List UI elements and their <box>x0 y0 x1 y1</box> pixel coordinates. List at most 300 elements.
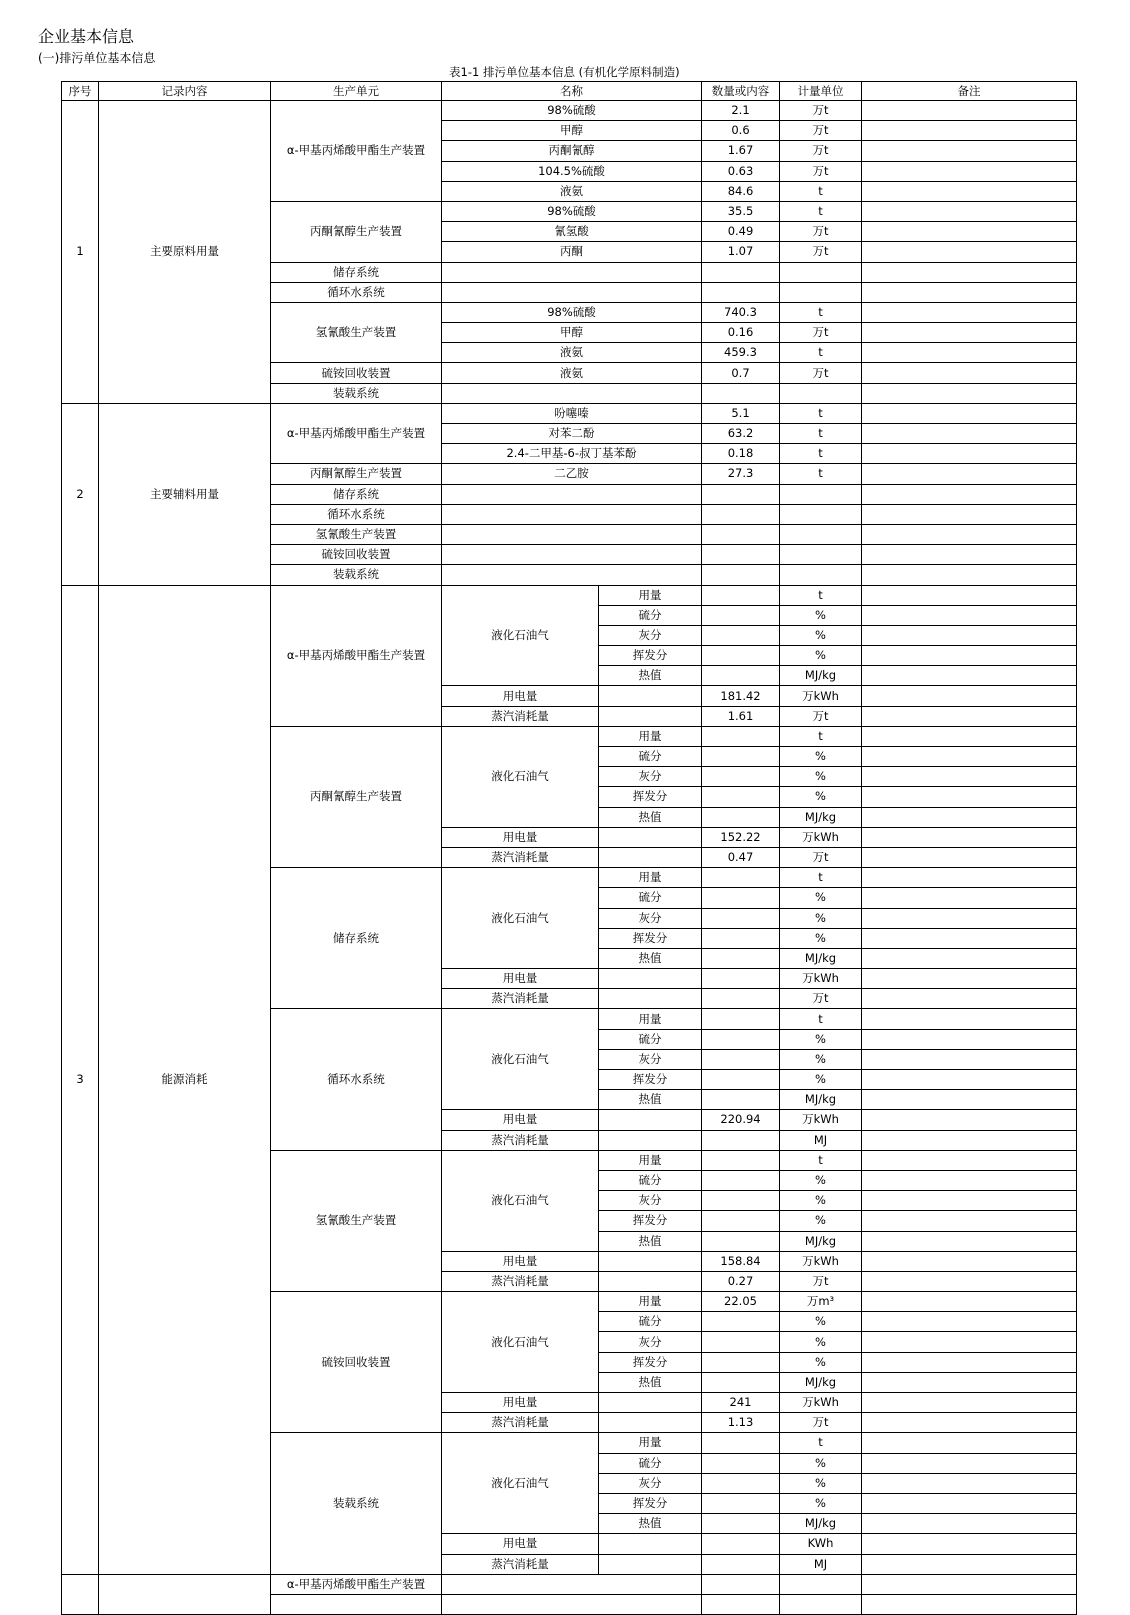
remark-cell <box>862 666 1077 686</box>
material-name-cell <box>442 1594 702 1614</box>
remark-cell <box>862 444 1077 464</box>
quantity-cell <box>702 1453 780 1473</box>
fuel-property-cell: 热值 <box>599 666 702 686</box>
fuel-property-cell: 挥发分 <box>599 1493 702 1513</box>
steam-label-cell: 蒸汽消耗量 <box>442 1130 599 1150</box>
measure-unit-cell: 万t <box>780 989 862 1009</box>
quantity-cell <box>702 767 780 787</box>
quantity-cell: 0.63 <box>702 161 780 181</box>
measure-unit-cell: % <box>780 1191 862 1211</box>
record-content-cell: 主要辅料用量 <box>99 403 271 585</box>
measure-unit-cell: 万kWh <box>780 1393 862 1413</box>
quantity-cell: 0.6 <box>702 121 780 141</box>
measure-unit-cell: MJ <box>780 1130 862 1150</box>
header-content: 记录内容 <box>99 82 271 101</box>
measure-unit-cell: t <box>780 868 862 888</box>
quantity-cell <box>702 1090 780 1110</box>
measure-unit-cell: MJ/kg <box>780 1372 862 1392</box>
production-unit-cell: 氢氰酸生产装置 <box>271 524 442 544</box>
remark-cell <box>862 948 1077 968</box>
fuel-property-cell: 挥发分 <box>599 928 702 948</box>
empty-cell <box>599 969 702 989</box>
fuel-name-cell: 液化石油气 <box>442 1292 599 1393</box>
fuel-property-cell: 用量 <box>599 726 702 746</box>
measure-unit-cell <box>780 504 862 524</box>
quantity-cell <box>702 1574 780 1594</box>
empty-cell <box>599 847 702 867</box>
enterprise-info-table <box>61 81 1077 1615</box>
empty-cell <box>599 706 702 726</box>
quantity-cell <box>702 1493 780 1513</box>
material-name-cell: 液氨 <box>442 343 702 363</box>
seq-cell: 3 <box>62 585 99 1574</box>
electricity-label-cell: 用电量 <box>442 1534 599 1554</box>
measure-unit-cell: t <box>780 1433 862 1453</box>
quantity-cell <box>702 888 780 908</box>
remark-cell <box>862 1473 1077 1493</box>
quantity-cell <box>702 928 780 948</box>
measure-unit-cell: 万t <box>780 161 862 181</box>
material-name-cell: 2.4-二甲基-6-叔丁基苯酚 <box>442 444 702 464</box>
fuel-property-cell: 灰分 <box>599 1473 702 1493</box>
measure-unit-cell: t <box>780 424 862 444</box>
remark-cell <box>862 1514 1077 1534</box>
fuel-property-cell: 热值 <box>599 1090 702 1110</box>
header-qty: 数量或内容 <box>702 82 780 101</box>
remark-cell <box>862 1413 1077 1433</box>
remark-cell <box>862 1251 1077 1271</box>
measure-unit-cell: MJ/kg <box>780 1514 862 1534</box>
remark-cell <box>862 1594 1077 1614</box>
quantity-cell <box>702 726 780 746</box>
quantity-cell: 740.3 <box>702 302 780 322</box>
empty-cell <box>599 1271 702 1291</box>
quantity-cell <box>702 908 780 928</box>
fuel-property-cell: 挥发分 <box>599 1070 702 1090</box>
measure-unit-cell <box>780 545 862 565</box>
material-name-cell: 丙酮氰醇 <box>442 141 702 161</box>
quantity-cell <box>702 1594 780 1614</box>
remark-cell <box>862 524 1077 544</box>
production-unit-cell: α-甲基丙烯酸甲酯生产装置 <box>271 1574 442 1594</box>
quantity-cell: 181.42 <box>702 686 780 706</box>
measure-unit-cell: t <box>780 1150 862 1170</box>
remark-cell <box>862 1130 1077 1150</box>
page-title: 企业基本信息 <box>38 27 135 46</box>
seq-cell: 1 <box>62 101 99 404</box>
material-name-cell: 二乙胺 <box>442 464 702 484</box>
header-row <box>62 82 1077 101</box>
remark-cell <box>862 868 1077 888</box>
remark-cell <box>862 403 1077 423</box>
measure-unit-cell <box>780 262 862 282</box>
measure-unit-cell: MJ/kg <box>780 807 862 827</box>
remark-cell <box>862 1433 1077 1453</box>
fuel-property-cell: 硫分 <box>599 747 702 767</box>
quantity-cell: 0.18 <box>702 444 780 464</box>
material-name-cell <box>442 545 702 565</box>
quantity-cell: 35.5 <box>702 201 780 221</box>
remark-cell <box>862 1493 1077 1513</box>
quantity-cell <box>702 1332 780 1352</box>
measure-unit-cell: t <box>780 302 862 322</box>
fuel-property-cell: 用量 <box>599 1433 702 1453</box>
fuel-property-cell: 挥发分 <box>599 1352 702 1372</box>
production-unit-cell: 装载系统 <box>271 565 442 585</box>
quantity-cell <box>702 383 780 403</box>
electricity-label-cell: 用电量 <box>442 969 599 989</box>
header-seq: 序号 <box>62 82 99 101</box>
quantity-cell: 63.2 <box>702 424 780 444</box>
quantity-cell <box>702 1211 780 1231</box>
fuel-property-cell: 灰分 <box>599 1049 702 1069</box>
production-unit-cell: 丙酮氰醇生产装置 <box>271 201 442 262</box>
remark-cell <box>862 424 1077 444</box>
empty-cell <box>599 1251 702 1271</box>
remark-cell <box>862 121 1077 141</box>
material-name-cell: 104.5%硫酸 <box>442 161 702 181</box>
quantity-cell <box>702 545 780 565</box>
measure-unit-cell: % <box>780 1493 862 1513</box>
quantity-cell <box>702 1049 780 1069</box>
quantity-cell: 1.67 <box>702 141 780 161</box>
fuel-property-cell: 硫分 <box>599 1312 702 1332</box>
remark-cell <box>862 1170 1077 1190</box>
measure-unit-cell <box>780 1574 862 1594</box>
remark-cell <box>862 706 1077 726</box>
record-content-cell: 主要原料用量 <box>99 101 271 404</box>
electricity-label-cell: 用电量 <box>442 827 599 847</box>
fuel-property-cell: 挥发分 <box>599 646 702 666</box>
quantity-cell <box>702 1191 780 1211</box>
remark-cell <box>862 1009 1077 1029</box>
quantity-cell <box>702 1514 780 1534</box>
empty-cell <box>599 686 702 706</box>
measure-unit-cell: 万kWh <box>780 1251 862 1271</box>
production-unit-cell: 储存系统 <box>271 484 442 504</box>
production-unit-cell: 循环水系统 <box>271 504 442 524</box>
remark-cell <box>862 383 1077 403</box>
remark-cell <box>862 726 1077 746</box>
measure-unit-cell <box>780 565 862 585</box>
fuel-property-cell: 灰分 <box>599 767 702 787</box>
quantity-cell <box>702 969 780 989</box>
fuel-property-cell: 硫分 <box>599 605 702 625</box>
measure-unit-cell: 万t <box>780 323 862 343</box>
quantity-cell <box>702 585 780 605</box>
quantity-cell: 241 <box>702 1393 780 1413</box>
fuel-property-cell: 用量 <box>599 1150 702 1170</box>
measure-unit-cell: % <box>780 1070 862 1090</box>
remark-cell <box>862 201 1077 221</box>
remark-cell <box>862 141 1077 161</box>
material-name-cell <box>442 524 702 544</box>
remark-cell <box>862 1312 1077 1332</box>
remark-cell <box>862 1049 1077 1069</box>
measure-unit-cell: t <box>780 1009 862 1029</box>
measure-unit-cell: 万kWh <box>780 686 862 706</box>
measure-unit-cell: 万t <box>780 101 862 121</box>
remark-cell <box>862 1534 1077 1554</box>
header-measure: 计量单位 <box>780 82 862 101</box>
measure-unit-cell: t <box>780 201 862 221</box>
production-unit-cell: 丙酮氰醇生产装置 <box>271 464 442 484</box>
measure-unit-cell: t <box>780 585 862 605</box>
production-unit-cell: 循环水系统 <box>271 1009 442 1150</box>
production-unit-cell: α-甲基丙烯酸甲酯生产装置 <box>271 403 442 464</box>
remark-cell <box>862 747 1077 767</box>
table-row <box>62 403 1077 423</box>
record-content-cell: 能源消耗 <box>99 585 271 1574</box>
measure-unit-cell: t <box>780 403 862 423</box>
quantity-cell <box>702 747 780 767</box>
remark-cell <box>862 1029 1077 1049</box>
empty-cell <box>599 1130 702 1150</box>
remark-cell <box>862 1372 1077 1392</box>
quantity-cell: 1.61 <box>702 706 780 726</box>
remark-cell <box>862 807 1077 827</box>
quantity-cell <box>702 1352 780 1372</box>
remark-cell <box>862 242 1077 262</box>
table-row <box>62 585 1077 605</box>
fuel-name-cell: 液化石油气 <box>442 1150 599 1251</box>
measure-unit-cell: MJ/kg <box>780 666 862 686</box>
remark-cell <box>862 464 1077 484</box>
measure-unit-cell: 万t <box>780 363 862 383</box>
remark-cell <box>862 343 1077 363</box>
measure-unit-cell: % <box>780 605 862 625</box>
fuel-property-cell: 热值 <box>599 948 702 968</box>
remark-cell <box>862 1110 1077 1130</box>
remark-cell <box>862 767 1077 787</box>
quantity-cell: 5.1 <box>702 403 780 423</box>
remark-cell <box>862 302 1077 322</box>
empty-cell <box>599 1413 702 1433</box>
remark-cell <box>862 181 1077 201</box>
measure-unit-cell: % <box>780 928 862 948</box>
measure-unit-cell: 万t <box>780 1413 862 1433</box>
quantity-cell: 22.05 <box>702 1292 780 1312</box>
material-name-cell: 氰氢酸 <box>442 222 702 242</box>
measure-unit-cell: % <box>780 625 862 645</box>
fuel-property-cell: 挥发分 <box>599 787 702 807</box>
quantity-cell <box>702 989 780 1009</box>
fuel-property-cell: 用量 <box>599 1009 702 1029</box>
material-name-cell: 98%硫酸 <box>442 302 702 322</box>
measure-unit-cell <box>780 282 862 302</box>
measure-unit-cell: % <box>780 646 862 666</box>
fuel-property-cell: 灰分 <box>599 1332 702 1352</box>
quantity-cell <box>702 1312 780 1332</box>
measure-unit-cell: MJ/kg <box>780 1231 862 1251</box>
fuel-property-cell: 灰分 <box>599 1191 702 1211</box>
material-name-cell <box>442 383 702 403</box>
material-name-cell <box>442 504 702 524</box>
measure-unit-cell: % <box>780 1170 862 1190</box>
production-unit-cell: 装载系统 <box>271 383 442 403</box>
quantity-cell: 0.16 <box>702 323 780 343</box>
remark-cell <box>862 1090 1077 1110</box>
quantity-cell <box>702 948 780 968</box>
production-unit-cell: 储存系统 <box>271 868 442 1009</box>
empty-cell <box>599 1554 702 1574</box>
measure-unit-cell: % <box>780 747 862 767</box>
quantity-cell <box>702 1029 780 1049</box>
remark-cell <box>862 222 1077 242</box>
fuel-property-cell: 热值 <box>599 1231 702 1251</box>
measure-unit-cell: % <box>780 1029 862 1049</box>
production-unit-cell: α-甲基丙烯酸甲酯生产装置 <box>271 585 442 726</box>
material-name-cell: 甲醇 <box>442 121 702 141</box>
measure-unit-cell: 万kWh <box>780 1110 862 1130</box>
production-unit-cell: 氢氰酸生产装置 <box>271 302 442 363</box>
measure-unit-cell <box>780 524 862 544</box>
quantity-cell: 0.47 <box>702 847 780 867</box>
remark-cell <box>862 282 1077 302</box>
quantity-cell <box>702 504 780 524</box>
material-name-cell <box>442 1574 702 1594</box>
measure-unit-cell: % <box>780 1211 862 1231</box>
measure-unit-cell: MJ <box>780 1554 862 1574</box>
electricity-label-cell: 用电量 <box>442 1110 599 1130</box>
measure-unit-cell <box>780 1594 862 1614</box>
quantity-cell: 0.49 <box>702 222 780 242</box>
quantity-cell <box>702 1070 780 1090</box>
remark-cell <box>862 1271 1077 1291</box>
remark-cell <box>862 1574 1077 1594</box>
fuel-property-cell: 灰分 <box>599 908 702 928</box>
quantity-cell: 27.3 <box>702 464 780 484</box>
measure-unit-cell: t <box>780 181 862 201</box>
quantity-cell: 0.7 <box>702 363 780 383</box>
header-unit: 生产单元 <box>271 82 442 101</box>
table-row <box>62 101 1077 121</box>
production-unit-cell: 硫铵回收装置 <box>271 545 442 565</box>
quantity-cell <box>702 605 780 625</box>
measure-unit-cell: 万t <box>780 242 862 262</box>
remark-cell <box>862 323 1077 343</box>
material-name-cell: 吩噻嗪 <box>442 403 702 423</box>
production-unit-cell: 循环水系统 <box>271 282 442 302</box>
production-unit-cell: 储存系统 <box>271 262 442 282</box>
quantity-cell: 158.84 <box>702 1251 780 1271</box>
empty-cell <box>599 827 702 847</box>
remark-cell <box>862 585 1077 605</box>
measure-unit-cell: MJ/kg <box>780 1090 862 1110</box>
fuel-property-cell: 挥发分 <box>599 1211 702 1231</box>
electricity-label-cell: 用电量 <box>442 1251 599 1271</box>
fuel-property-cell: 用量 <box>599 1292 702 1312</box>
remark-cell <box>862 101 1077 121</box>
remark-cell <box>862 969 1077 989</box>
measure-unit-cell: 万t <box>780 1271 862 1291</box>
quantity-cell: 2.1 <box>702 101 780 121</box>
fuel-property-cell: 硫分 <box>599 1453 702 1473</box>
production-unit-cell: 氢氰酸生产装置 <box>271 1150 442 1291</box>
production-unit-cell: α-甲基丙烯酸甲酯生产装置 <box>271 101 442 202</box>
fuel-property-cell: 用量 <box>599 868 702 888</box>
material-name-cell: 甲醇 <box>442 323 702 343</box>
fuel-name-cell: 液化石油气 <box>442 868 599 969</box>
quantity-cell: 84.6 <box>702 181 780 201</box>
measure-unit-cell: 万t <box>780 222 862 242</box>
material-name-cell <box>442 484 702 504</box>
production-unit-cell <box>271 1594 442 1614</box>
remark-cell <box>862 625 1077 645</box>
measure-unit-cell: % <box>780 767 862 787</box>
measure-unit-cell: 万t <box>780 141 862 161</box>
remark-cell <box>862 605 1077 625</box>
quantity-cell <box>702 1170 780 1190</box>
table-row <box>62 1574 1077 1594</box>
remark-cell <box>862 504 1077 524</box>
measure-unit-cell: % <box>780 908 862 928</box>
steam-label-cell: 蒸汽消耗量 <box>442 1554 599 1574</box>
seq-cell <box>62 1574 99 1614</box>
remark-cell <box>862 1453 1077 1473</box>
fuel-property-cell: 用量 <box>599 585 702 605</box>
remark-cell <box>862 1332 1077 1352</box>
measure-unit-cell: t <box>780 444 862 464</box>
material-name-cell: 液氨 <box>442 363 702 383</box>
material-name-cell: 对苯二酚 <box>442 424 702 444</box>
quantity-cell: 220.94 <box>702 1110 780 1130</box>
quantity-cell <box>702 1009 780 1029</box>
quantity-cell <box>702 1372 780 1392</box>
steam-label-cell: 蒸汽消耗量 <box>442 989 599 1009</box>
remark-cell <box>862 1292 1077 1312</box>
measure-unit-cell: 万kWh <box>780 827 862 847</box>
empty-cell <box>599 989 702 1009</box>
measure-unit-cell: % <box>780 1312 862 1332</box>
electricity-label-cell: 用电量 <box>442 1393 599 1413</box>
measure-unit-cell: KWh <box>780 1534 862 1554</box>
quantity-cell: 1.07 <box>702 242 780 262</box>
fuel-name-cell: 液化石油气 <box>442 585 599 686</box>
quantity-cell <box>702 666 780 686</box>
measure-unit-cell: % <box>780 1332 862 1352</box>
section-subtitle: (一)排污单位基本信息 <box>38 51 156 65</box>
quantity-cell <box>702 1231 780 1251</box>
quantity-cell: 152.22 <box>702 827 780 847</box>
remark-cell <box>862 1554 1077 1574</box>
measure-unit-cell: % <box>780 1473 862 1493</box>
measure-unit-cell: t <box>780 464 862 484</box>
production-unit-cell: 丙酮氰醇生产装置 <box>271 726 442 867</box>
remark-cell <box>862 1070 1077 1090</box>
table-body <box>62 101 1077 1615</box>
production-unit-cell: 硫铵回收装置 <box>271 1292 442 1433</box>
quantity-cell <box>702 484 780 504</box>
fuel-property-cell: 硫分 <box>599 888 702 908</box>
measure-unit-cell: 万t <box>780 847 862 867</box>
quantity-cell <box>702 646 780 666</box>
seq-cell: 2 <box>62 403 99 585</box>
remark-cell <box>862 908 1077 928</box>
production-unit-cell: 装载系统 <box>271 1433 442 1574</box>
table-caption: 表1-1 排污单位基本信息 (有机化学原料制造) <box>449 65 680 79</box>
measure-unit-cell: t <box>780 343 862 363</box>
material-name-cell: 液氨 <box>442 181 702 201</box>
quantity-cell <box>702 868 780 888</box>
measure-unit-cell: 万m³ <box>780 1292 862 1312</box>
quantity-cell <box>702 524 780 544</box>
remark-cell <box>862 928 1077 948</box>
fuel-property-cell: 硫分 <box>599 1029 702 1049</box>
header-remark: 备注 <box>862 82 1077 101</box>
remark-cell <box>862 646 1077 666</box>
quantity-cell <box>702 1150 780 1170</box>
